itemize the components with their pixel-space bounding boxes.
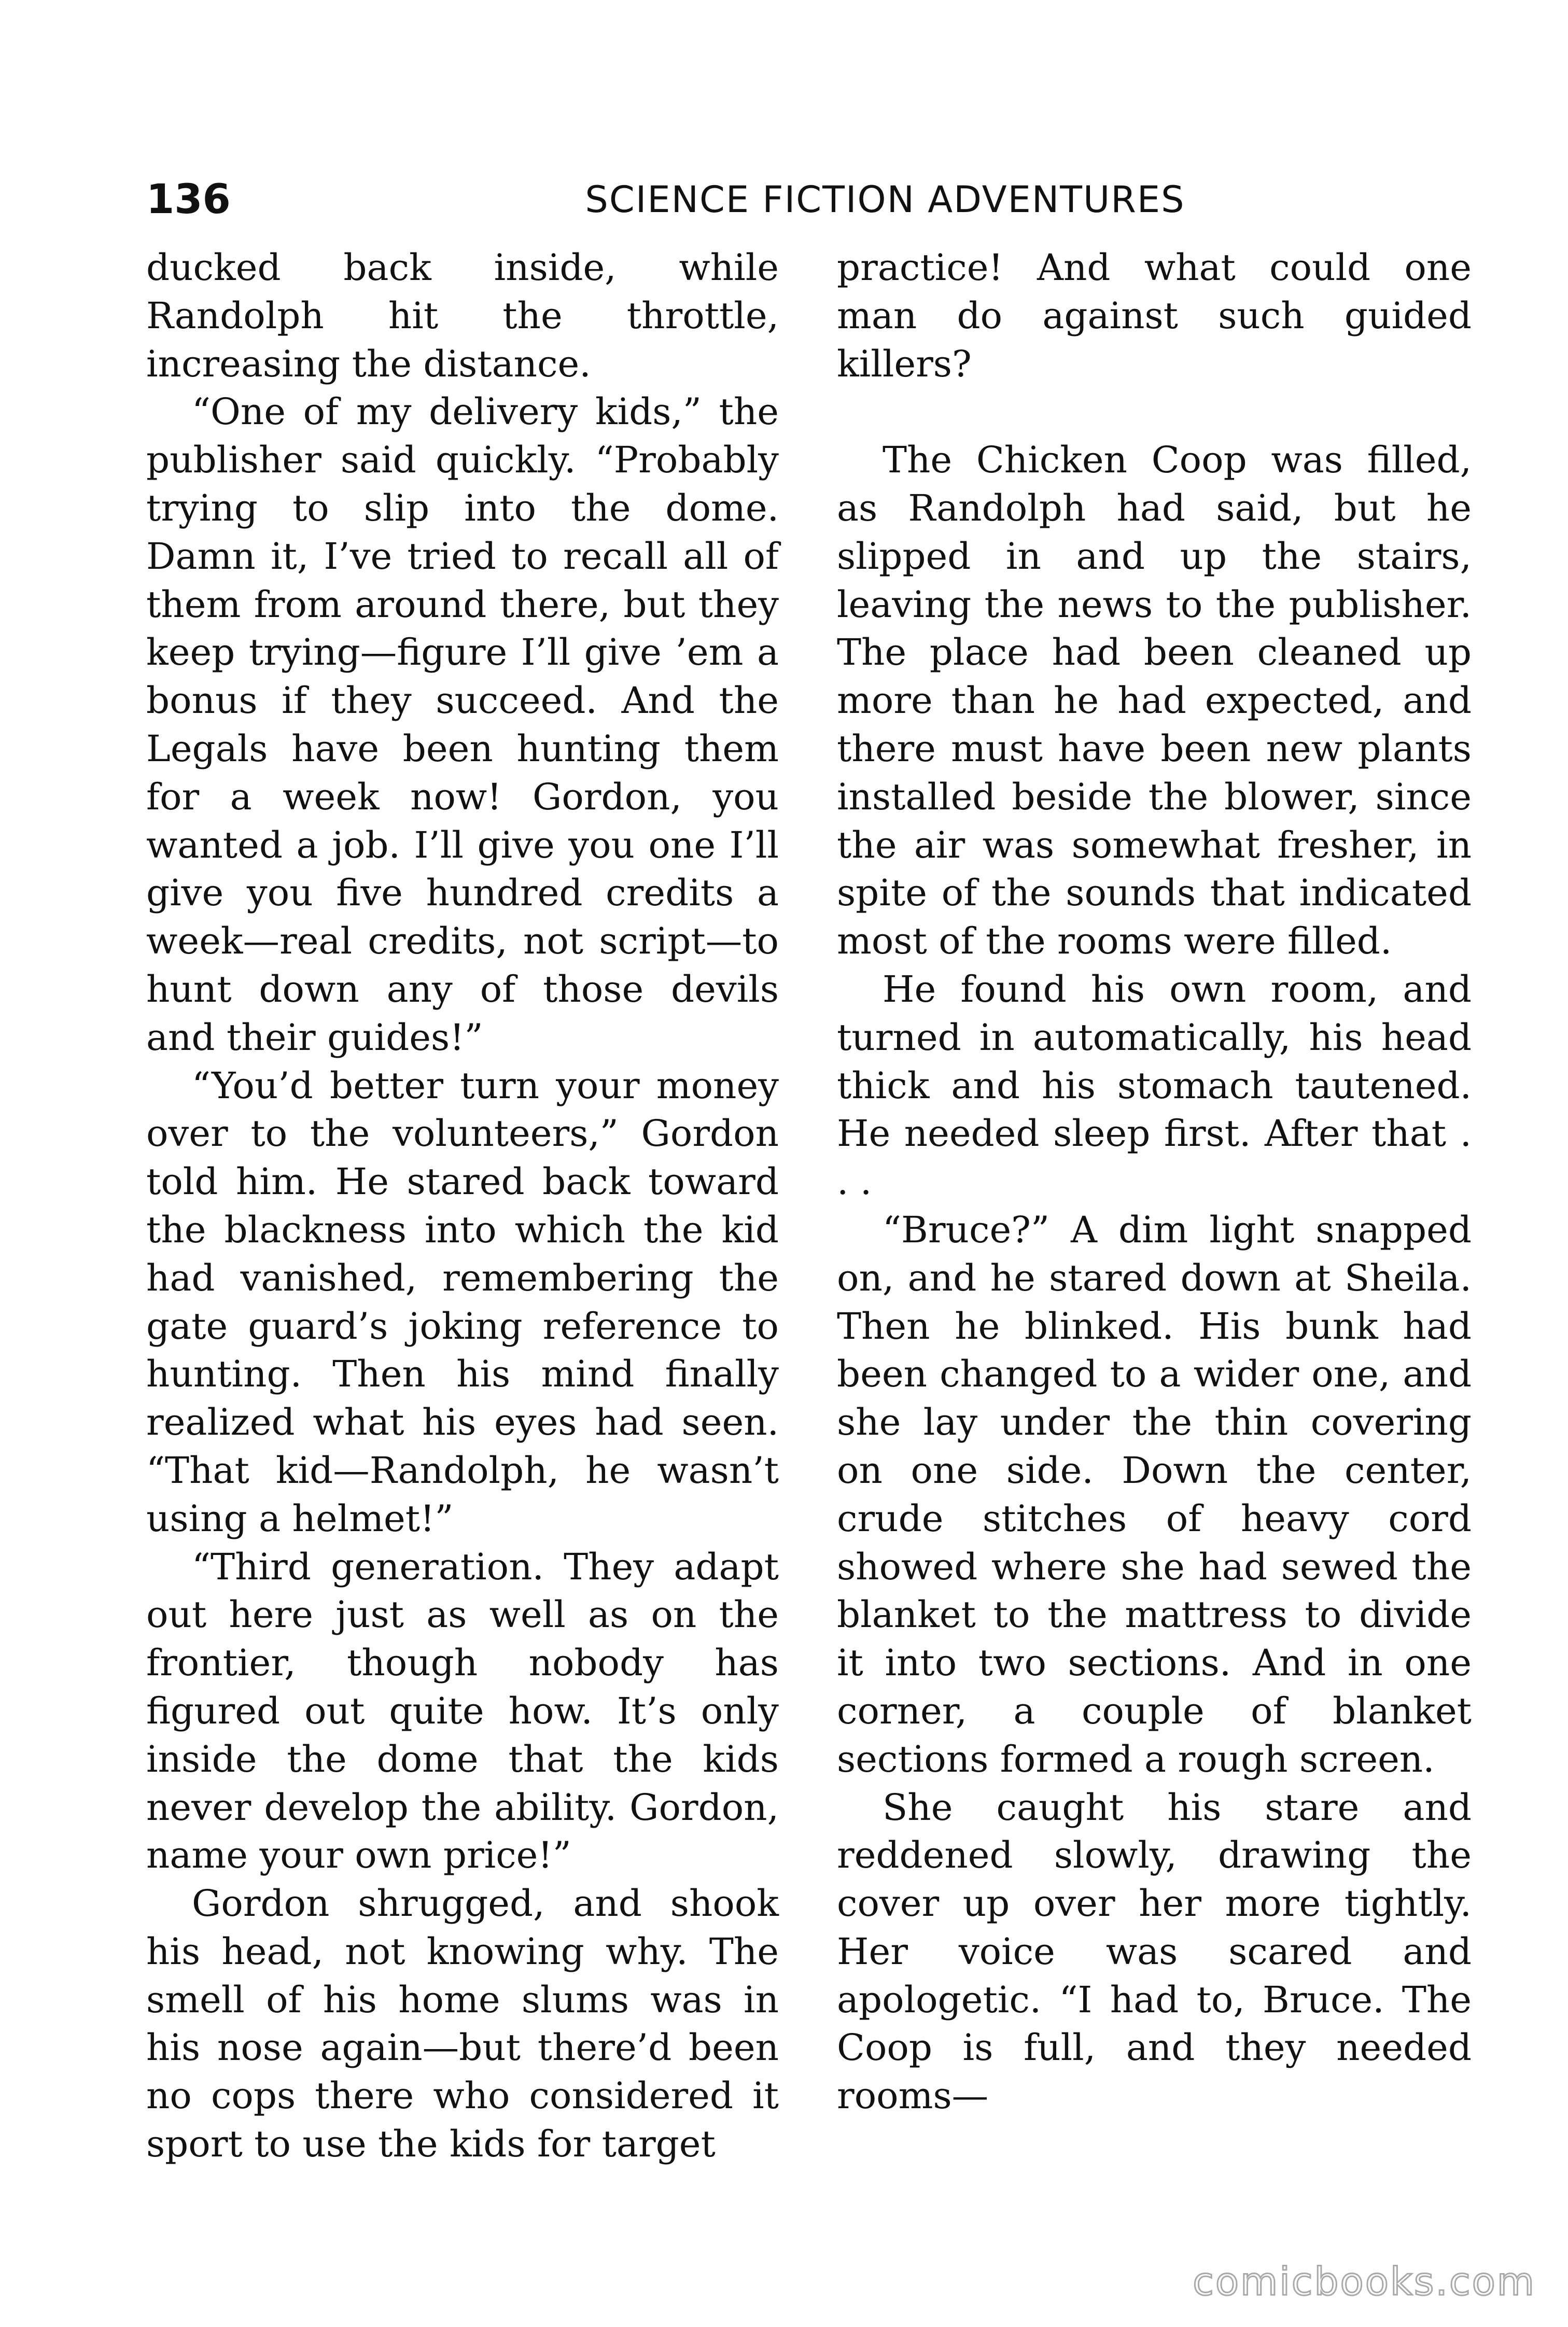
paragraph: “One of my delivery kids,” the publisher said quickly. “Probably trying to slip into the dome. Damn it, I’ve tried to recall all of them from around there, but they keep trying—figure I’ll give ’em a bonus if they succeed. And the Legals have been hunting them for a week now! Gordon, you wanted a job. I’ll give you one I’ll give you five hundred credits a week—real credits, not script—to hunt down any of those devils and their guides!” (146, 390, 779, 1059)
paragraph: “Third generation. They adapt out here just as well as on the frontier, though nobody has figured out quite how. It’s only inside the dome that the kids never develop the ability. Gordon, name your own price!” (146, 1545, 779, 1877)
paragraph: He found his own room, and turned in automatically, his head thick and his stomach tautened. He needed sleep first. After that . . . (837, 968, 1472, 1203)
left-column (146, 244, 779, 2168)
page-header (146, 171, 1463, 228)
paragraph: “Bruce?” A dim light snapped on, and he stared down at Sheila. Then he blinked. His bunk had been changed to a wider one, and she lay under the thin covering on one side. Down the center, crude stitches of heavy cord showed where she had sewed the blanket to the mattress to divide it into two sections. And in one corner, a couple of blanket sections formed a rough screen. (837, 1208, 1472, 1781)
paragraph: The Chicken Coop was filled, as Randolph had said, but he slipped in and up the stairs, leaving the news to the publisher. The place had been cleaned up more than he had expected, and there must have been new plants installed beside the blower, since the air was somewhat fresher, in spite of the sounds that indicated most of the rooms were filled. (837, 439, 1472, 963)
watermark: comicbooks.com (1193, 2260, 1536, 2304)
right-column (837, 244, 1472, 2120)
running-title: SCIENCE FICTION ADVENTURES (585, 178, 1185, 221)
paragraph: Gordon shrugged, and shook his head, not knowing why. The smell of his home slums was in his nose again—but there’d been no cops there who considered it sport to use the kids for target (146, 1882, 779, 2166)
paragraph: “You’d better turn your money over to the volunteers,” Gordon told him. He stared back toward the blackness into which the kid had vanished, remembering the gate guard’s joking reference to hunting. Then his mind finally realized what his eyes had seen. “That kid—Randolph, he wasn’t using a helmet!” (146, 1064, 779, 1540)
paragraph: practice! And what could one man do against such guided killers? (837, 246, 1472, 385)
page-number: 136 (146, 176, 231, 223)
paragraph: She caught his stare and reddened slowly, drawing the cover up over her more tightly. Her voice was scared and apologetic. “I had to, Bruce. The Coop is full, and they needed rooms— (837, 1786, 1472, 2118)
paragraph: ducked back inside, while Randolph hit the throttle, increasing the distance. (146, 246, 779, 385)
